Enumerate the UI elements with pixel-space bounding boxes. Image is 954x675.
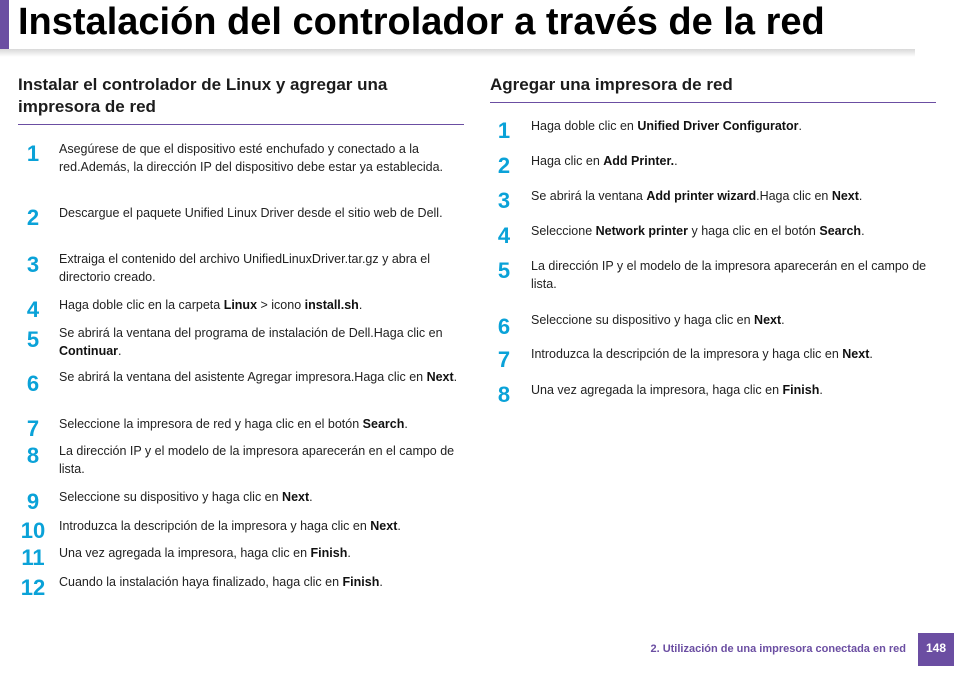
step-text-run: .: [404, 417, 408, 431]
step-text: [59, 544, 464, 562]
step-number: 11: [21, 545, 45, 570]
left-section: [18, 74, 464, 600]
step-text: [59, 140, 464, 176]
step-text-bold: Next: [754, 313, 782, 327]
step-text: [531, 187, 936, 205]
step-text-bold: Next: [370, 519, 398, 533]
step-number: 10: [20, 518, 46, 543]
step-number: 6: [26, 371, 40, 396]
step-text: [59, 296, 464, 314]
step-text-run: Una vez agregada la impresora, haga clic en: [531, 383, 783, 397]
step-text-bold: Add printer wizard: [646, 189, 757, 203]
step-text-run: .: [781, 313, 785, 327]
step-text-run: .: [819, 383, 823, 397]
footer-chapter-label: 2. Utilización de una impresora conectada en red: [650, 643, 906, 655]
step-number: 4: [497, 223, 511, 248]
step-text-bold: Next: [831, 189, 859, 203]
step-text-run: Una vez agregada la impresora, haga clic en: [59, 546, 311, 560]
step-text-run: .: [858, 189, 863, 203]
step-text-run: .: [379, 575, 383, 589]
step-text-run: Haga doble clic en: [531, 119, 638, 133]
step-text-run: La dirección IP y el modelo de la impresora aparecerán en el campo de lista.: [59, 444, 455, 476]
step-text-run: y haga clic en el botón: [688, 224, 820, 238]
step-text-run: Seleccione: [531, 224, 596, 238]
step-text-run: > icono: [257, 298, 305, 312]
step-text-run: Se abrirá la ventana del programa de instalación de Dell.Haga clic en: [59, 326, 443, 340]
step-text-run: Seleccione la impresora de red y haga clic en el botón: [59, 417, 363, 431]
step-number: 5: [497, 258, 511, 283]
step-number: 5: [26, 327, 40, 352]
step-number: 8: [497, 382, 511, 407]
step-text: [59, 324, 464, 360]
step-text-run: .Haga clic en: [756, 189, 832, 203]
step-text-bold: Network printer: [595, 224, 689, 238]
step-text-bold: Linux: [223, 298, 258, 312]
title-accent-bar: [0, 0, 9, 54]
step-text-run: Descargue el paquete Unified Linux Driver desde el sitio web de Dell.: [59, 206, 443, 220]
step-number: 1: [26, 141, 40, 166]
step-text: [59, 442, 464, 478]
step-text: [59, 250, 464, 286]
page-title: Instalación del controlador a través de la red: [18, 1, 825, 43]
step-text-bold: Next: [842, 347, 870, 361]
step-number: 3: [497, 188, 511, 213]
step-text-bold: Finish: [310, 546, 348, 560]
step-text-bold: install.sh: [304, 298, 359, 312]
step-text-run: Haga clic en: [531, 154, 604, 168]
step-text-run: .: [861, 224, 865, 238]
step-text: [531, 311, 936, 329]
step-number: 2: [26, 205, 40, 230]
step-text: [59, 204, 464, 222]
title-divider: [0, 49, 915, 57]
step-text-run: Cuando la instalación haya finalizado, haga clic en: [59, 575, 343, 589]
step-text-run: .: [118, 344, 122, 358]
step-text-run: .: [869, 347, 873, 361]
step-text-run: Se abrirá la ventana: [531, 189, 647, 203]
right-section-heading: Agregar una impresora de red: [490, 74, 936, 103]
step-text-run: Seleccione su dispositivo y haga clic en: [59, 490, 283, 504]
step-text: [531, 345, 936, 363]
step-text-run: La dirección IP y el modelo de la impresora aparecerán en el campo de lista.: [531, 259, 927, 291]
step-text-run: Introduzca la descripción de la impresora y haga clic en: [531, 347, 843, 361]
step-text-bold: Next: [282, 490, 310, 504]
step-text-run: Haga doble clic en la carpeta: [59, 298, 224, 312]
step-number: 8: [26, 443, 40, 468]
step-text: [531, 117, 936, 135]
step-text-bold: Continuar: [59, 344, 119, 358]
step-text-run: Seleccione su dispositivo y haga clic en: [531, 313, 755, 327]
step-text-run: .: [358, 298, 363, 312]
step-text-run: .: [798, 119, 802, 133]
step-text: [531, 222, 936, 240]
step-text-run: .: [309, 490, 313, 504]
step-number: 7: [26, 416, 40, 441]
step-text: [531, 152, 936, 170]
step-text-run: .: [347, 546, 351, 560]
step-text-run: Extraiga el contenido del archivo UnifiedLinuxDriver.tar.gz y abra el directorio creado.: [59, 252, 431, 284]
page-number-badge: 148: [918, 633, 954, 666]
step-text-bold: Search: [362, 417, 405, 431]
step-number: 1: [497, 118, 511, 143]
step-text-run: .: [453, 370, 458, 384]
step-text-run: Introduzca la descripción de la impresora y haga clic en: [59, 519, 371, 533]
step-text: [59, 368, 464, 386]
step-number: 3: [26, 252, 40, 277]
step-text: [59, 415, 464, 433]
right-section: [490, 74, 936, 407]
step-text-run: .: [674, 154, 678, 168]
left-section-heading: Instalar el controlador de Linux y agregar una impresora de red: [18, 74, 464, 125]
step-text: [59, 517, 464, 535]
step-text-run: Se abrirá la ventana del asistente Agregar impresora.Haga clic en: [59, 370, 427, 384]
step-number: 9: [26, 489, 40, 514]
step-number: 7: [497, 347, 511, 372]
step-text-run: .: [397, 519, 401, 533]
step-text-bold: Unified Driver Configurator: [637, 119, 799, 133]
step-number: 6: [497, 314, 511, 339]
step-text-bold: Search: [819, 224, 862, 238]
step-text: [531, 257, 936, 293]
step-text: [59, 573, 464, 591]
step-text-run: Asegúrese de que el dispositivo esté enchufado y conectado a la red.Además, la dirección IP del dispositivo debe estar ya establecida.: [59, 142, 444, 174]
step-number: 4: [26, 297, 40, 322]
step-text: [59, 488, 464, 506]
step-text-bold: Add Printer.: [603, 154, 675, 168]
step-text-bold: Finish: [342, 575, 380, 589]
step-number: 12: [20, 575, 46, 600]
step-text-bold: Next: [426, 370, 454, 384]
step-text: [531, 381, 936, 399]
step-text-bold: Finish: [782, 383, 820, 397]
step-number: 2: [497, 153, 511, 178]
